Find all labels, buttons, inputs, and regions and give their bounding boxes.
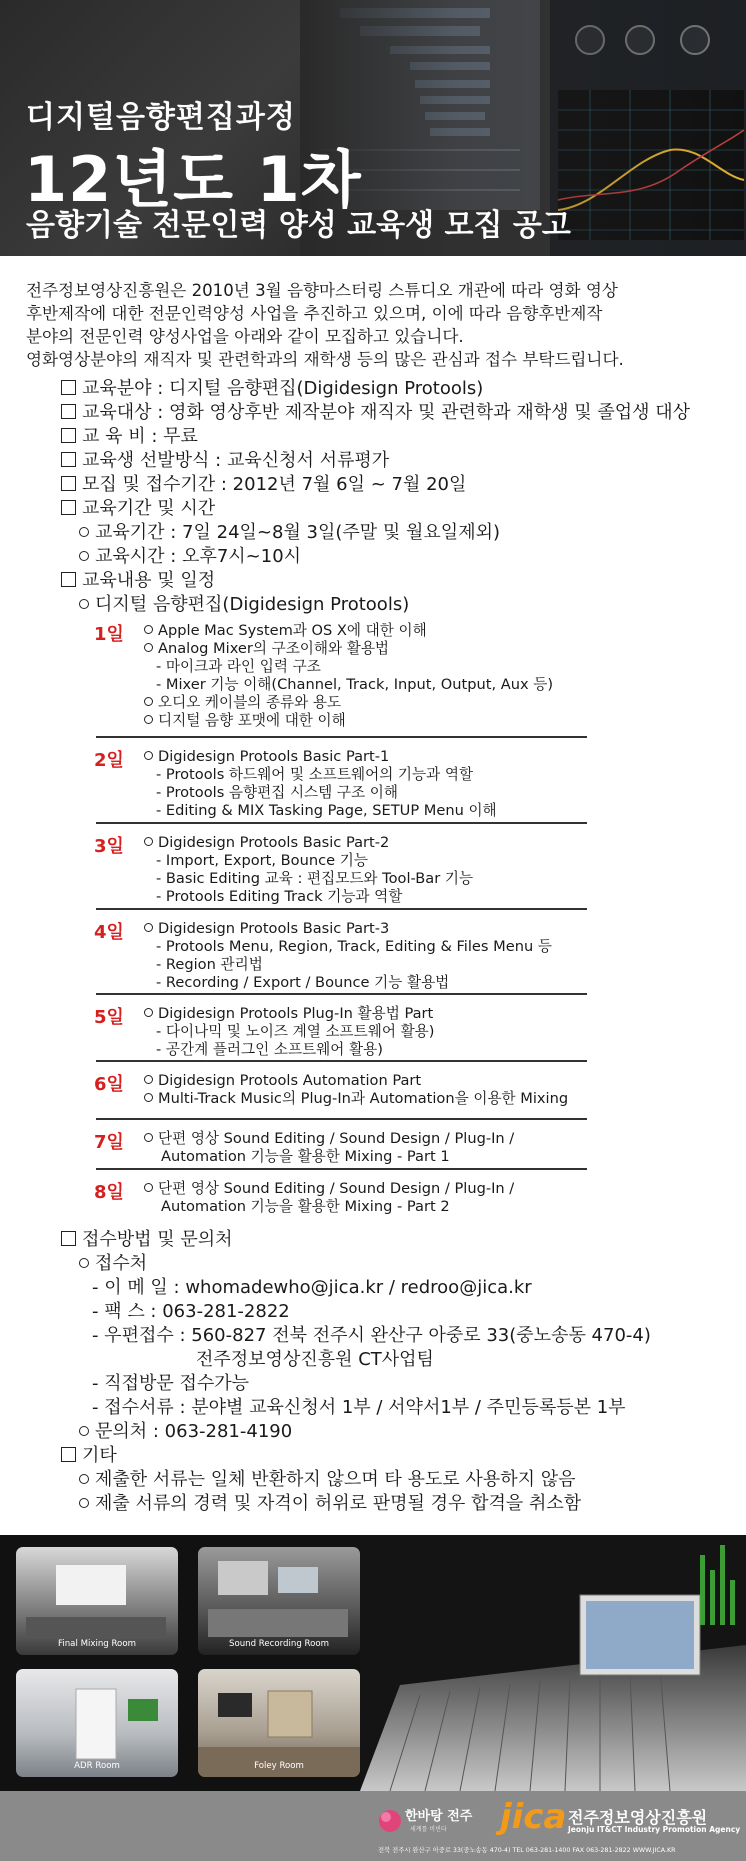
info-course: 디지털 음향편집(Digidesign Protools) (79, 594, 409, 616)
schedule-item (156, 676, 553, 694)
bullet-circle-icon (144, 1093, 153, 1102)
schedule-divider (96, 908, 587, 910)
bullet-circle-icon (79, 527, 89, 537)
schedule-item-text: Digidesign Protools Basic Part-3 (158, 920, 390, 937)
checkbox-square-icon (61, 428, 76, 443)
bullet-circle-icon (79, 1474, 89, 1484)
bullet-circle-icon (79, 1258, 89, 1268)
schedule-item (144, 920, 389, 938)
schedule-item-text: Automation 기능을 활용한 Mixing - Part 2 (161, 1198, 450, 1215)
dash-marker: - (156, 870, 166, 887)
schedule-item (144, 1180, 514, 1198)
schedule-item (144, 1072, 421, 1090)
contact-place: 접수처 (79, 1253, 147, 1275)
schedule-item-text: Mixer 기능 이해(Channel, Track, Input, Output, Aux 등) (165, 676, 554, 693)
bullet-circle-icon (144, 1008, 153, 1017)
info-edu-period: 교육기간 : 7일 24일~8월 3일(주말 및 월요일제외) (79, 522, 500, 544)
bullet-circle-icon (79, 1426, 89, 1436)
schedule-item (161, 1148, 450, 1166)
schedule-item (156, 784, 398, 802)
schedule-divider (96, 1118, 587, 1120)
schedule-item (156, 888, 402, 906)
jica-logo: jica (500, 1797, 567, 1837)
info-schedule-heading: 교육기간 및 시간 (61, 498, 215, 520)
dash-marker: - (156, 852, 166, 869)
bullet-circle-icon (79, 1498, 89, 1508)
etc-line: 제출 서류의 경력 및 자격이 허위로 판명될 경우 합격을 취소함 (79, 1493, 581, 1515)
photo-caption: Final Mixing Room (58, 1639, 136, 1649)
contact-post: - 우편접수 : 560-827 전북 전주시 완산구 아중로 33(중노송동 470-4) (92, 1325, 651, 1346)
intro-paragraph (26, 279, 726, 371)
info-content-heading: 교육내용 및 일정 (61, 570, 215, 592)
org-name-english: Jeonju IT&CT Industry Promotion Agency (568, 1825, 741, 1834)
bullet-circle-icon (144, 1133, 153, 1142)
schedule-item (156, 870, 473, 888)
schedule-item-text: Multi-Track Music의 Plug-In과 Automation을 이용한 Mixing (158, 1090, 569, 1107)
checkbox-square-icon (61, 1447, 76, 1462)
dash-marker: - (156, 676, 166, 693)
contact-visit: - 직접방문 접수가능 (92, 1373, 250, 1394)
schedule-item (156, 956, 263, 974)
info-field: 교육분야 : 디지털 음향편집(Digidesign Protools) (61, 378, 483, 400)
schedule-item-text: Automation 기능을 활용한 Mixing - Part 1 (161, 1148, 450, 1165)
schedule-item-text: Protools 음향편집 시스템 구조 이해 (165, 784, 398, 801)
schedule-item-text: 단편 영상 Sound Editing / Sound Design / Plug-In / (158, 1180, 515, 1197)
dash-marker: - (156, 888, 166, 905)
schedule-item (161, 1198, 450, 1216)
schedule-item (144, 1090, 568, 1108)
schedule-item (144, 622, 427, 640)
photo-foley-room (198, 1669, 360, 1777)
schedule-item-text: 단편 영상 Sound Editing / Sound Design / Plug-In / (158, 1130, 515, 1147)
schedule-day-label: 5일 (94, 1007, 124, 1028)
dash-marker: - (156, 658, 166, 675)
schedule-item-text: 공간계 플러그인 소프트웨어 활용) (165, 1041, 383, 1058)
contact-docs: - 접수서류 : 분야별 교육신청서 1부 / 서약서1부 / 주민등록등본 1부 (92, 1397, 626, 1418)
dash-marker: - (156, 938, 166, 955)
checkbox-square-icon (61, 380, 76, 395)
checkbox-square-icon (61, 1231, 76, 1246)
schedule-item (144, 712, 346, 730)
bullet-circle-icon (144, 715, 153, 724)
checkbox-square-icon (61, 452, 76, 467)
schedule-item (144, 834, 389, 852)
dash-marker: - (156, 1023, 166, 1040)
schedule-item-text: Region 관리법 (165, 956, 263, 973)
schedule-item-text: Digidesign Protools Plug-In 활용법 Part (158, 1005, 434, 1022)
schedule-item (156, 766, 473, 784)
dash-marker: - (156, 766, 166, 783)
bullet-circle-icon (144, 1183, 153, 1192)
checkbox-square-icon (61, 572, 76, 587)
bullet-circle-icon (144, 643, 153, 652)
bullet-circle-icon (144, 837, 153, 846)
checkbox-square-icon (61, 500, 76, 515)
intro-line: 후반제작에 대한 전문인력양성 사업을 추진하고 있으며, 이에 따라 음향후반제작 (26, 304, 603, 323)
schedule-day-label: 7일 (94, 1132, 124, 1153)
schedule-day-label: 4일 (94, 922, 124, 943)
schedule-item (156, 802, 497, 820)
intro-line: 영화영상분야의 재직자 및 관련학과의 재학생 등의 많은 관심과 접수 부탁드립니다. (26, 350, 624, 369)
schedule-item (156, 852, 368, 870)
photo-caption: Foley Room (254, 1761, 304, 1771)
bullet-circle-icon (144, 751, 153, 760)
info-period: 모집 및 접수기간 : 2012년 7월 6일 ~ 7월 20일 (61, 474, 466, 496)
schedule-item (156, 1041, 383, 1059)
schedule-item-text: Digidesign Protools Automation Part (158, 1072, 422, 1089)
schedule-item (144, 748, 389, 766)
schedule-item (156, 974, 449, 992)
info-target: 교육대상 : 영화 영상후반 제작분야 재직자 및 관련학과 재학생 및 졸업생 대상 (61, 402, 690, 424)
schedule-item-text: Protools Menu, Region, Track, Editing & Files Menu 등 (165, 938, 552, 955)
contact-heading: 접수방법 및 문의처 (61, 1229, 233, 1251)
dash-marker: - (156, 784, 166, 801)
info-fee: 교 육 비 : 무료 (61, 426, 198, 448)
header-headline: 음향기술 전문인력 양성 교육생 모집 공고 (26, 208, 571, 243)
schedule-item-text: Protools Editing Track 기능과 역할 (165, 888, 403, 905)
info-selection: 교육생 선발방식 : 교육신청서 서류평가 (61, 450, 389, 472)
schedule-day-label: 3일 (94, 836, 124, 857)
schedule-item (144, 640, 389, 658)
contact-phone: 문의처 : 063-281-4190 (79, 1421, 292, 1443)
bullet-circle-icon (144, 625, 153, 634)
schedule-day-label: 6일 (94, 1074, 124, 1095)
bullet-circle-icon (79, 599, 89, 609)
contact-post-recipient: 전주정보영상진흥원 CT사업팀 (196, 1349, 434, 1370)
dash-marker: - (156, 802, 166, 819)
checkbox-square-icon (61, 404, 76, 419)
bullet-circle-icon (144, 1075, 153, 1084)
schedule-item-text: 오디오 케이블의 종류와 용도 (158, 694, 342, 711)
schedule-item-text: Recording / Export / Bounce 기능 활용법 (165, 974, 450, 991)
bullet-circle-icon (144, 923, 153, 932)
schedule-item-text: Apple Mac System과 OS X에 대한 이해 (158, 622, 427, 639)
facility-photos (0, 1535, 746, 1791)
schedule-item (156, 658, 321, 676)
schedule-item (144, 694, 341, 712)
bullet-circle-icon (144, 697, 153, 706)
schedule-item (144, 1130, 514, 1148)
schedule-item-text: 디지털 음향 포맷에 대한 이해 (158, 712, 346, 729)
schedule-item (156, 1023, 434, 1041)
header-subtitle: 디지털음향편집과정 (26, 100, 296, 135)
dash-marker: - (156, 956, 166, 973)
schedule-item-text: Digidesign Protools Basic Part-2 (158, 834, 390, 851)
dash-marker: - (156, 974, 166, 991)
intro-line: 전주정보영상진흥원은 2010년 3월 음향마스터링 스튜디오 개관에 따라 영화 영상 (26, 281, 618, 300)
schedule-day-label: 1일 (94, 624, 124, 645)
schedule-divider (96, 1060, 587, 1062)
contact-fax: - 팩 스 : 063-281-2822 (92, 1301, 290, 1322)
jeonju-city-slogan: 세계를 비빈다 (410, 1826, 447, 1833)
etc-heading: 기타 (61, 1445, 117, 1467)
intro-line: 분야의 전문인력 양성사업을 아래와 같이 모집하고 있습니다. (26, 327, 464, 346)
photo-caption: Sound Recording Room (229, 1639, 329, 1649)
schedule-divider (96, 736, 587, 738)
schedule-divider (96, 1168, 587, 1170)
schedule-item-text: Protools 하드웨어 및 소프트웨어의 기능과 역할 (165, 766, 474, 783)
schedule-day-label: 2일 (94, 750, 124, 771)
schedule-item (144, 1005, 433, 1023)
contact-email: - 이 메 일 : whomadewho@jica.kr / redroo@jica.kr (92, 1277, 532, 1298)
photo-sound-recording-room (198, 1547, 360, 1655)
schedule-item-text: Editing & MIX Tasking Page, SETUP Menu 이해 (165, 802, 497, 819)
info-edu-time: 교육시간 : 오후7시~10시 (79, 546, 301, 568)
schedule-item-text: 다이나믹 및 노이즈 계열 소프트웨어 활용) (165, 1023, 435, 1040)
schedule-day-label: 8일 (94, 1182, 124, 1203)
schedule-item (156, 938, 552, 956)
mixing-console-image (360, 1535, 746, 1791)
org-address: 전북 전주시 완산구 아중로 33(중노송동 470-4) TEL 063-281-1400 FAX 063-281-2822 WWW.JICA.KR (378, 1847, 676, 1854)
checkbox-square-icon (61, 476, 76, 491)
schedule-divider (96, 822, 587, 824)
header-banner (0, 0, 746, 256)
photo-caption: ADR Room (74, 1761, 120, 1771)
schedule-divider (96, 993, 587, 995)
etc-line: 제출한 서류는 일체 반환하지 않으며 타 용도로 사용하지 않음 (79, 1469, 575, 1491)
bullet-circle-icon (79, 551, 89, 561)
jeonju-city-logo-text: 한바탕 전주 (405, 1809, 473, 1824)
schedule-item-text: Analog Mixer의 구조이해와 활용법 (158, 640, 390, 657)
schedule-item-text: 마이크과 라인 입력 구조 (165, 658, 321, 675)
photo-final-mixing-room (16, 1547, 178, 1655)
footer (0, 1791, 746, 1861)
schedule-item-text: Import, Export, Bounce 기능 (165, 852, 368, 869)
photo-adr-room (16, 1669, 178, 1777)
header-title: 12년도 1차 (24, 143, 362, 216)
schedule-item-text: Digidesign Protools Basic Part-1 (158, 748, 390, 765)
dash-marker: - (156, 1041, 166, 1058)
schedule-item-text: Basic Editing 교육 : 편집모드와 Tool-Bar 기능 (165, 870, 474, 887)
org-name-korean: 전주정보영상진흥원 (568, 1808, 708, 1827)
